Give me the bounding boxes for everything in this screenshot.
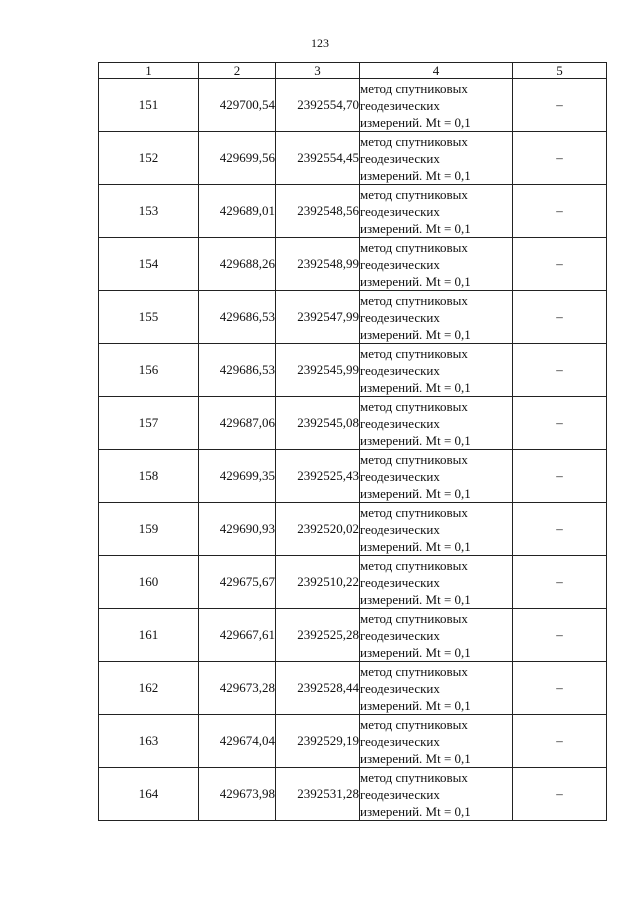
coordinate-y: 2392545,99 xyxy=(276,344,360,397)
note-dash: – xyxy=(513,503,607,556)
coordinate-y: 2392528,44 xyxy=(276,662,360,715)
method-line: геодезических xyxy=(360,680,440,696)
method-description xyxy=(360,715,513,768)
method-line: метод спутниковых xyxy=(360,80,468,96)
coordinate-x: 429699,35 xyxy=(199,450,276,503)
method-line: геодезических xyxy=(360,150,440,166)
method-line: измерений. Mt = 0,1 xyxy=(360,114,471,130)
table-row xyxy=(99,238,607,291)
method-line: метод спутниковых xyxy=(360,133,468,149)
method-line: метод спутниковых xyxy=(360,239,468,255)
table-row xyxy=(99,556,607,609)
note-dash: – xyxy=(513,397,607,450)
method-line: измерений. Mt = 0,1 xyxy=(360,803,471,819)
method-line: измерений. Mt = 0,1 xyxy=(360,591,471,607)
method-line: метод спутниковых xyxy=(360,716,468,732)
method-line: измерений. Mt = 0,1 xyxy=(360,432,471,448)
method-line: измерений. Mt = 0,1 xyxy=(360,644,471,660)
point-number: 155 xyxy=(99,291,199,344)
method-line: геодезических xyxy=(360,309,440,325)
method-line: измерений. Mt = 0,1 xyxy=(360,273,471,289)
point-number: 152 xyxy=(99,132,199,185)
method-line: измерений. Mt = 0,1 xyxy=(360,326,471,342)
method-line: метод спутниковых xyxy=(360,663,468,679)
table-header xyxy=(99,63,607,79)
method-description xyxy=(360,132,513,185)
coordinate-x: 429686,53 xyxy=(199,344,276,397)
method-line: измерений. Mt = 0,1 xyxy=(360,538,471,554)
page-number: 123 xyxy=(311,36,329,50)
header-col-4: 4 xyxy=(360,63,513,79)
note-dash: – xyxy=(513,662,607,715)
method-description xyxy=(360,79,513,132)
method-line: метод спутниковых xyxy=(360,186,468,202)
method-description xyxy=(360,609,513,662)
coordinate-x: 429674,04 xyxy=(199,715,276,768)
table-row xyxy=(99,291,607,344)
method-line: геодезических xyxy=(360,468,440,484)
table-row xyxy=(99,715,607,768)
point-number: 161 xyxy=(99,609,199,662)
method-description xyxy=(360,662,513,715)
coordinate-x: 429686,53 xyxy=(199,291,276,344)
table-row xyxy=(99,397,607,450)
coordinate-x: 429675,67 xyxy=(199,556,276,609)
point-number: 160 xyxy=(99,556,199,609)
method-line: метод спутниковых xyxy=(360,398,468,414)
note-dash: – xyxy=(513,768,607,821)
method-line: геодезических xyxy=(360,97,440,113)
coordinate-y: 2392520,02 xyxy=(276,503,360,556)
method-line: геодезических xyxy=(360,627,440,643)
table-row xyxy=(99,185,607,238)
coordinate-y: 2392547,99 xyxy=(276,291,360,344)
coordinate-x: 429700,54 xyxy=(199,79,276,132)
coordinate-y: 2392531,28 xyxy=(276,768,360,821)
coordinate-y: 2392554,70 xyxy=(276,79,360,132)
method-line: измерений. Mt = 0,1 xyxy=(360,697,471,713)
point-number: 162 xyxy=(99,662,199,715)
coordinate-x: 429667,61 xyxy=(199,609,276,662)
coordinate-y: 2392525,28 xyxy=(276,609,360,662)
method-line: измерений. Mt = 0,1 xyxy=(360,167,471,183)
coordinate-x: 429673,28 xyxy=(199,662,276,715)
method-line: измерений. Mt = 0,1 xyxy=(360,485,471,501)
method-description xyxy=(360,344,513,397)
method-line: метод спутниковых xyxy=(360,769,468,785)
note-dash: – xyxy=(513,238,607,291)
coordinate-x: 429690,93 xyxy=(199,503,276,556)
coordinate-x: 429688,26 xyxy=(199,238,276,291)
note-dash: – xyxy=(513,609,607,662)
coordinate-y: 2392545,08 xyxy=(276,397,360,450)
method-line: геодезических xyxy=(360,415,440,431)
coordinate-x: 429673,98 xyxy=(199,768,276,821)
method-line: геодезических xyxy=(360,733,440,749)
table-row xyxy=(99,344,607,397)
coordinates-table xyxy=(98,62,607,821)
method-description xyxy=(360,185,513,238)
point-number: 163 xyxy=(99,715,199,768)
header-col-1: 1 xyxy=(99,63,199,79)
method-line: геодезических xyxy=(360,203,440,219)
table-row xyxy=(99,609,607,662)
point-number: 157 xyxy=(99,397,199,450)
method-description xyxy=(360,503,513,556)
table-row xyxy=(99,132,607,185)
point-number: 151 xyxy=(99,79,199,132)
table-row xyxy=(99,768,607,821)
note-dash: – xyxy=(513,185,607,238)
method-line: геодезических xyxy=(360,256,440,272)
method-description xyxy=(360,768,513,821)
point-number: 156 xyxy=(99,344,199,397)
point-number: 158 xyxy=(99,450,199,503)
coordinate-y: 2392548,99 xyxy=(276,238,360,291)
coordinate-x: 429699,56 xyxy=(199,132,276,185)
method-line: геодезических xyxy=(360,786,440,802)
coordinate-y: 2392548,56 xyxy=(276,185,360,238)
point-number: 154 xyxy=(99,238,199,291)
method-line: измерений. Mt = 0,1 xyxy=(360,220,471,236)
table-row xyxy=(99,662,607,715)
method-line: геодезических xyxy=(360,574,440,590)
coordinate-y: 2392554,45 xyxy=(276,132,360,185)
method-description xyxy=(360,450,513,503)
method-line: измерений. Mt = 0,1 xyxy=(360,379,471,395)
method-line: метод спутниковых xyxy=(360,610,468,626)
table-row xyxy=(99,79,607,132)
method-description xyxy=(360,291,513,344)
coordinate-y: 2392529,19 xyxy=(276,715,360,768)
point-number: 153 xyxy=(99,185,199,238)
method-line: геодезических xyxy=(360,362,440,378)
point-number: 159 xyxy=(99,503,199,556)
table-row xyxy=(99,503,607,556)
method-line: метод спутниковых xyxy=(360,451,468,467)
method-description xyxy=(360,238,513,291)
coordinate-x: 429689,01 xyxy=(199,185,276,238)
method-line: метод спутниковых xyxy=(360,557,468,573)
method-line: измерений. Mt = 0,1 xyxy=(360,750,471,766)
header-row xyxy=(99,63,607,79)
method-line: метод спутниковых xyxy=(360,345,468,361)
point-number: 164 xyxy=(99,768,199,821)
header-col-2: 2 xyxy=(199,63,276,79)
table-body xyxy=(99,79,607,821)
method-line: метод спутниковых xyxy=(360,504,468,520)
coordinate-y: 2392510,22 xyxy=(276,556,360,609)
method-line: геодезических xyxy=(360,521,440,537)
note-dash: – xyxy=(513,556,607,609)
coordinate-x: 429687,06 xyxy=(199,397,276,450)
header-col-3: 3 xyxy=(276,63,360,79)
note-dash: – xyxy=(513,291,607,344)
table-row xyxy=(99,450,607,503)
header-col-5: 5 xyxy=(513,63,607,79)
note-dash: – xyxy=(513,715,607,768)
note-dash: – xyxy=(513,132,607,185)
method-description xyxy=(360,556,513,609)
note-dash: – xyxy=(513,344,607,397)
note-dash: – xyxy=(513,450,607,503)
method-description xyxy=(360,397,513,450)
note-dash: – xyxy=(513,79,607,132)
coordinate-y: 2392525,43 xyxy=(276,450,360,503)
method-line: метод спутниковых xyxy=(360,292,468,308)
